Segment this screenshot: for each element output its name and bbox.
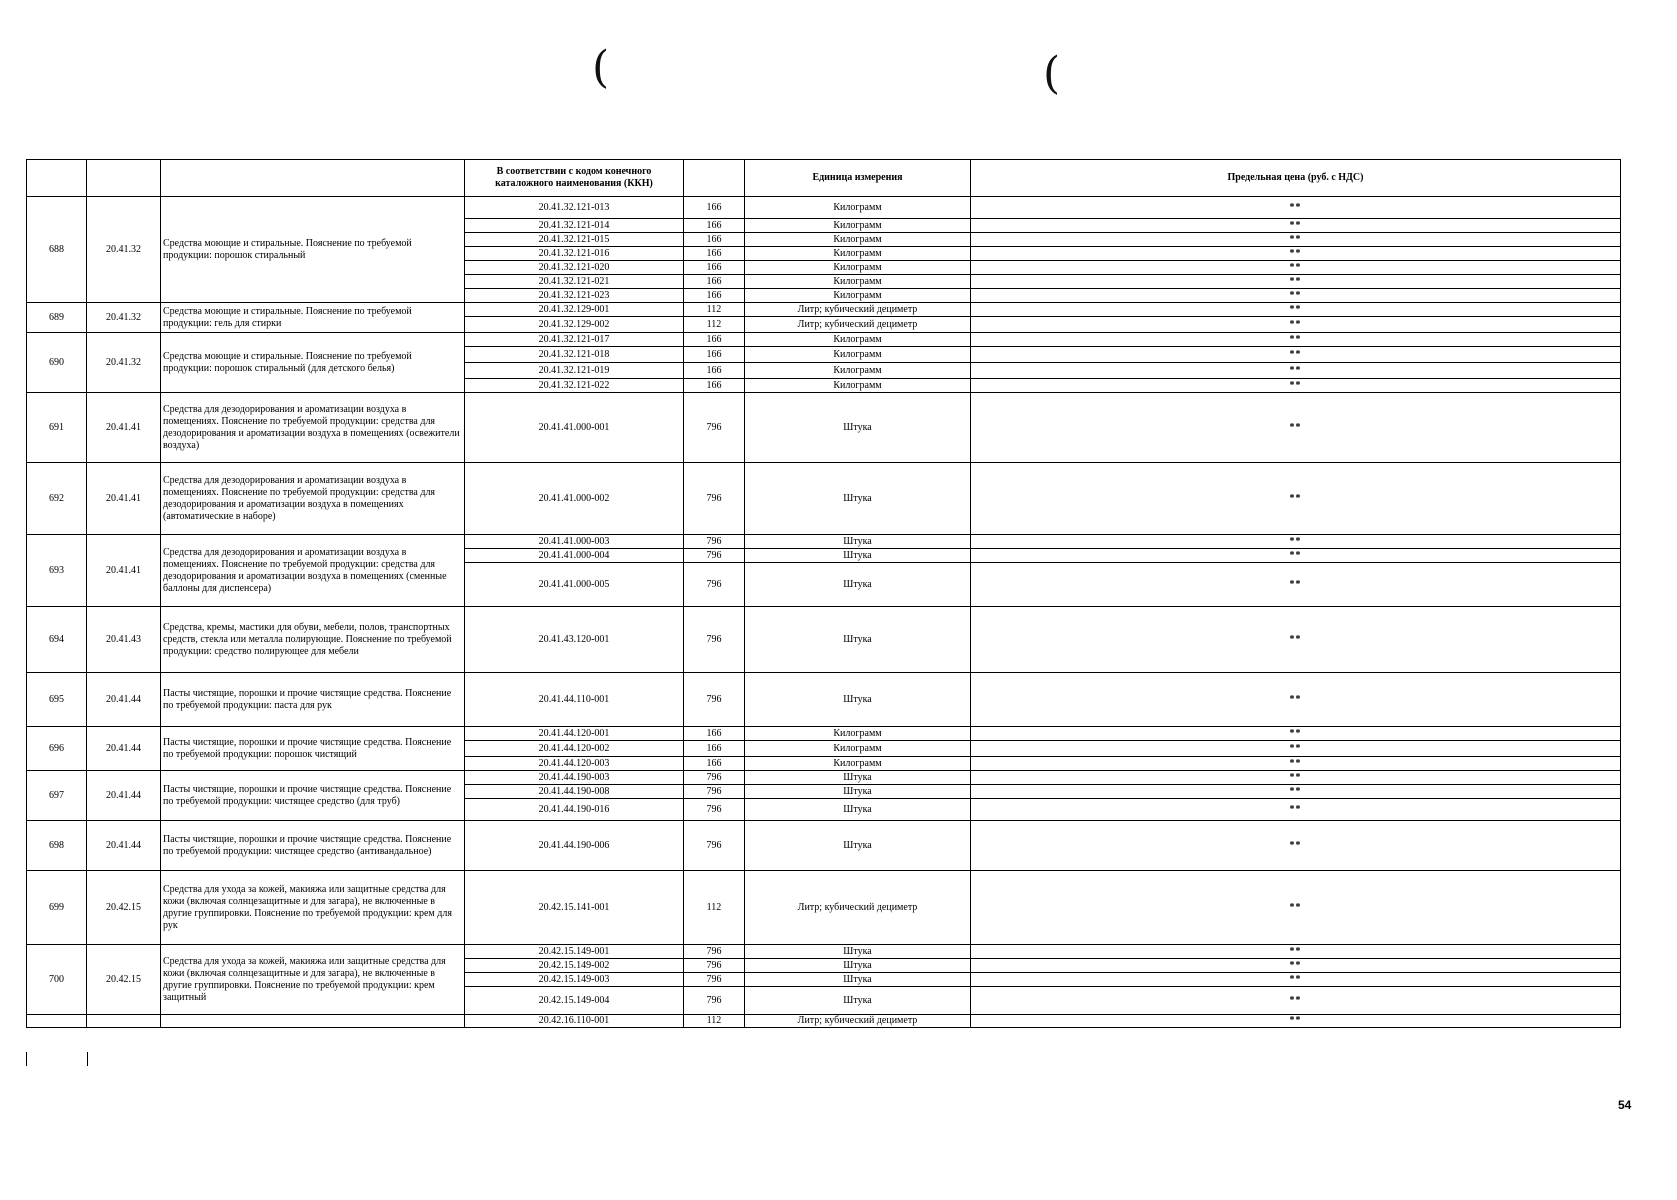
kkn-code: 20.41.44.190-016 <box>465 799 684 821</box>
table-row <box>27 535 1621 549</box>
product-description: Средства для дезодорирования и ароматизации воздуха в помещениях. Пояснение по требуемой продукции: средства для дезодорирования и ароматизации воздуха в помещениях (автоматические в наборе) <box>161 463 465 535</box>
kkn-code: 20.41.32.121-013 <box>465 197 684 219</box>
okpd-code: 20.41.41 <box>87 535 161 607</box>
kkn-code: 20.41.32.121-017 <box>465 333 684 347</box>
okei-code: 166 <box>684 757 745 771</box>
row-number: 690 <box>27 333 87 393</box>
okei-code: 166 <box>684 219 745 233</box>
kkn-code: 20.41.41.000-003 <box>465 535 684 549</box>
scan-mark-right: ( <box>1043 48 1061 99</box>
kkn-code: 20.41.32.121-022 <box>465 379 684 393</box>
unit-name: Килограмм <box>745 233 971 247</box>
okpd-code: 20.41.43 <box>87 607 161 673</box>
table-body <box>27 197 1621 1028</box>
okpd-code: 20.41.44 <box>87 727 161 771</box>
kkn-code: 20.41.32.129-002 <box>465 317 684 333</box>
price-cell: ** <box>971 821 1621 871</box>
kkn-code: 20.41.44.190-003 <box>465 771 684 785</box>
price-cell: ** <box>971 1015 1621 1028</box>
okpd-code: 20.41.44 <box>87 771 161 821</box>
product-description: Пасты чистящие, порошки и прочие чистящие средства. Пояснение по требуемой продукции: чистящее средство (антивандальное) <box>161 821 465 871</box>
okei-code: 796 <box>684 549 745 563</box>
kkn-code: 20.41.43.120-001 <box>465 607 684 673</box>
product-description: Средства моющие и стиральные. Пояснение по требуемой продукции: порошок стиральный <box>161 197 465 303</box>
unit-name: Килограмм <box>745 333 971 347</box>
price-cell: ** <box>971 347 1621 363</box>
price-cell: ** <box>971 607 1621 673</box>
table-row <box>27 871 1621 945</box>
row-number: 696 <box>27 727 87 771</box>
product-description: Средства для дезодорирования и ароматизации воздуха в помещениях. Пояснение по требуемой продукции: средства для дезодорирования и ароматизации воздуха в помещениях (сменные баллоны для диспенсера) <box>161 535 465 607</box>
unit-name: Штука <box>745 785 971 799</box>
price-cell: ** <box>971 303 1621 317</box>
price-table <box>26 159 1621 1028</box>
product-description: Средства моющие и стиральные. Пояснение по требуемой продукции: порошок стиральный (для детского белья) <box>161 333 465 393</box>
row-number: 695 <box>27 673 87 727</box>
kkn-code: 20.41.44.190-006 <box>465 821 684 871</box>
table-row <box>27 673 1621 727</box>
kkn-code: 20.41.32.121-019 <box>465 363 684 379</box>
row-number: 694 <box>27 607 87 673</box>
table-row <box>27 945 1621 959</box>
price-cell: ** <box>971 771 1621 785</box>
unit-name: Килограмм <box>745 347 971 363</box>
unit-name: Литр; кубический дециметр <box>745 871 971 945</box>
product-description: Пасты чистящие, порошки и прочие чистящие средства. Пояснение по требуемой продукции: порошок чистящий <box>161 727 465 771</box>
price-cell: ** <box>971 363 1621 379</box>
scan-mark-left: ( <box>592 42 610 93</box>
price-cell: ** <box>971 219 1621 233</box>
row-number: 689 <box>27 303 87 333</box>
price-cell: ** <box>971 799 1621 821</box>
okei-code: 166 <box>684 247 745 261</box>
row-number: 691 <box>27 393 87 463</box>
unit-name: Литр; кубический дециметр <box>745 317 971 333</box>
kkn-code: 20.41.32.121-015 <box>465 233 684 247</box>
unit-name: Килограмм <box>745 247 971 261</box>
unit-name: Штука <box>745 673 971 727</box>
row-number: 688 <box>27 197 87 303</box>
okei-code: 796 <box>684 987 745 1015</box>
price-cell: ** <box>971 757 1621 771</box>
price-cell: ** <box>971 317 1621 333</box>
unit-name: Килограмм <box>745 757 971 771</box>
kkn-code: 20.41.41.000-004 <box>465 549 684 563</box>
unit-name: Штука <box>745 463 971 535</box>
row-number: 692 <box>27 463 87 535</box>
unit-name: Килограмм <box>745 219 971 233</box>
product-description: Средства моющие и стиральные. Пояснение по требуемой продукции: гель для стирки <box>161 303 465 333</box>
price-cell: ** <box>971 945 1621 959</box>
okpd-code: 20.41.32 <box>87 333 161 393</box>
price-cell: ** <box>971 973 1621 987</box>
kkn-code: 20.41.32.121-021 <box>465 275 684 289</box>
okpd-code: 20.41.44 <box>87 821 161 871</box>
kkn-code: 20.42.16.110-001 <box>465 1015 684 1028</box>
unit-name: Штука <box>745 945 971 959</box>
unit-name: Штука <box>745 987 971 1015</box>
cut-off-row <box>26 1052 1621 1066</box>
table-row <box>27 197 1621 219</box>
product-description: Средства для дезодорирования и ароматизации воздуха в помещениях. Пояснение по требуемой продукции: средства для дезодорирования и ароматизации воздуха в помещениях (освежители воздуха) <box>161 393 465 463</box>
header-cell <box>161 160 465 197</box>
unit-name: Штука <box>745 535 971 549</box>
okei-code: 166 <box>684 197 745 219</box>
unit-name: Литр; кубический дециметр <box>745 303 971 317</box>
okei-code: 166 <box>684 275 745 289</box>
kkn-code: 20.41.32.129-001 <box>465 303 684 317</box>
okei-code: 796 <box>684 563 745 607</box>
okei-code: 166 <box>684 233 745 247</box>
unit-name: Штука <box>745 799 971 821</box>
unit-name: Штука <box>745 607 971 673</box>
unit-name: Килограмм <box>745 363 971 379</box>
okei-code: 796 <box>684 821 745 871</box>
price-cell: ** <box>971 785 1621 799</box>
okpd-code: 20.41.44 <box>87 673 161 727</box>
product-description: Средства, кремы, мастики для обуви, мебели, полов, транспортных средств, стекла или металла полирующие. Пояснение по требуемой продукции: средство полирующее для мебели <box>161 607 465 673</box>
okpd-code: 20.42.15 <box>87 871 161 945</box>
okei-code: 796 <box>684 535 745 549</box>
okei-code: 796 <box>684 959 745 973</box>
okei-code: 796 <box>684 393 745 463</box>
okei-code: 166 <box>684 741 745 757</box>
okpd-code: 20.41.41 <box>87 393 161 463</box>
okei-code: 112 <box>684 317 745 333</box>
table-header-row <box>27 160 1621 197</box>
header-cell <box>87 160 161 197</box>
okei-code: 796 <box>684 463 745 535</box>
price-cell: ** <box>971 535 1621 549</box>
price-cell: ** <box>971 987 1621 1015</box>
price-cell: ** <box>971 959 1621 973</box>
price-cell: ** <box>971 393 1621 463</box>
okei-code: 796 <box>684 673 745 727</box>
unit-name: Штука <box>745 549 971 563</box>
price-cell: ** <box>971 727 1621 741</box>
price-cell: ** <box>971 379 1621 393</box>
okei-code: 796 <box>684 799 745 821</box>
okei-code: 166 <box>684 261 745 275</box>
product-description: Средства для ухода за кожей, макияжа или защитные средства для кожи (включая солнцезащитные и для загара), не включенные в другие группировки. Пояснение по требуемой продукции: крем защитный <box>161 945 465 1015</box>
unit-name: Штука <box>745 821 971 871</box>
table-row <box>27 303 1621 317</box>
okei-code: 166 <box>684 379 745 393</box>
header-unit: Единица измерения <box>745 160 971 197</box>
okpd-code: 20.41.32 <box>87 303 161 333</box>
okpd-code: 20.42.15 <box>87 945 161 1015</box>
price-cell: ** <box>971 247 1621 261</box>
product-description <box>161 1015 465 1028</box>
table-row <box>27 821 1621 871</box>
table-row <box>27 771 1621 785</box>
okpd-code: 20.41.41 <box>87 463 161 535</box>
kkn-code: 20.41.41.000-005 <box>465 563 684 607</box>
okei-code: 166 <box>684 363 745 379</box>
kkn-code: 20.41.32.121-018 <box>465 347 684 363</box>
price-cell: ** <box>971 871 1621 945</box>
kkn-code: 20.41.32.121-014 <box>465 219 684 233</box>
unit-name: Штука <box>745 563 971 607</box>
unit-name: Килограмм <box>745 275 971 289</box>
okei-code: 166 <box>684 347 745 363</box>
price-cell: ** <box>971 275 1621 289</box>
okei-code: 112 <box>684 303 745 317</box>
kkn-code: 20.41.32.121-023 <box>465 289 684 303</box>
header-cell <box>27 160 87 197</box>
unit-name: Штука <box>745 973 971 987</box>
unit-name: Килограмм <box>745 261 971 275</box>
unit-name: Килограмм <box>745 379 971 393</box>
table-row <box>27 727 1621 741</box>
product-description: Средства для ухода за кожей, макияжа или защитные средства для кожи (включая солнцезащитные и для загара), не включенные в другие группировки. Пояснение по требуемой продукции: крем для рук <box>161 871 465 945</box>
header-kkn: В соответствии с кодом конечного каталожного наименования (ККН) <box>465 160 684 197</box>
kkn-code: 20.41.41.000-002 <box>465 463 684 535</box>
price-cell: ** <box>971 549 1621 563</box>
kkn-code: 20.42.15.149-001 <box>465 945 684 959</box>
unit-name: Литр; кубический дециметр <box>745 1015 971 1028</box>
okei-code: 112 <box>684 871 745 945</box>
okei-code: 796 <box>684 945 745 959</box>
price-cell: ** <box>971 333 1621 347</box>
kkn-code: 20.42.15.149-003 <box>465 973 684 987</box>
row-number: 700 <box>27 945 87 1015</box>
price-cell: ** <box>971 673 1621 727</box>
kkn-code: 20.41.44.120-002 <box>465 741 684 757</box>
table-row <box>27 1015 1621 1028</box>
okpd-code <box>87 1015 161 1028</box>
table-row <box>27 463 1621 535</box>
price-cell: ** <box>971 463 1621 535</box>
kkn-code: 20.41.44.120-003 <box>465 757 684 771</box>
kkn-code: 20.41.44.110-001 <box>465 673 684 727</box>
table-row <box>27 607 1621 673</box>
price-cell: ** <box>971 289 1621 303</box>
row-number <box>27 1015 87 1028</box>
table-row <box>27 333 1621 347</box>
kkn-code: 20.41.44.190-008 <box>465 785 684 799</box>
okei-code: 112 <box>684 1015 745 1028</box>
unit-name: Килограмм <box>745 289 971 303</box>
okei-code: 796 <box>684 785 745 799</box>
unit-name: Килограмм <box>745 727 971 741</box>
row-number: 693 <box>27 535 87 607</box>
price-cell: ** <box>971 233 1621 247</box>
price-cell: ** <box>971 261 1621 275</box>
row-number: 698 <box>27 821 87 871</box>
price-cell: ** <box>971 563 1621 607</box>
okpd-code: 20.41.32 <box>87 197 161 303</box>
header-cell <box>684 160 745 197</box>
unit-name: Килограмм <box>745 197 971 219</box>
okei-code: 166 <box>684 727 745 741</box>
okei-code: 166 <box>684 333 745 347</box>
header-price: Предельная цена (руб. с НДС) <box>971 160 1621 197</box>
price-cell: ** <box>971 197 1621 219</box>
product-description: Пасты чистящие, порошки и прочие чистящие средства. Пояснение по требуемой продукции: чистящее средство (для труб) <box>161 771 465 821</box>
product-description: Пасты чистящие, порошки и прочие чистящие средства. Пояснение по требуемой продукции: паста для рук <box>161 673 465 727</box>
okei-code: 796 <box>684 973 745 987</box>
kkn-code: 20.42.15.149-004 <box>465 987 684 1015</box>
row-number: 699 <box>27 871 87 945</box>
okei-code: 796 <box>684 607 745 673</box>
kkn-code: 20.41.41.000-001 <box>465 393 684 463</box>
row-number: 697 <box>27 771 87 821</box>
kkn-code: 20.41.44.120-001 <box>465 727 684 741</box>
unit-name: Штука <box>745 393 971 463</box>
unit-name: Штука <box>745 959 971 973</box>
kkn-code: 20.41.32.121-020 <box>465 261 684 275</box>
unit-name: Килограмм <box>745 741 971 757</box>
kkn-code: 20.42.15.149-002 <box>465 959 684 973</box>
okei-code: 166 <box>684 289 745 303</box>
table-row <box>27 393 1621 463</box>
unit-name: Штука <box>745 771 971 785</box>
page-number: 54 <box>1618 1098 1632 1112</box>
kkn-code: 20.42.15.141-001 <box>465 871 684 945</box>
okei-code: 796 <box>684 771 745 785</box>
price-cell: ** <box>971 741 1621 757</box>
kkn-code: 20.41.32.121-016 <box>465 247 684 261</box>
